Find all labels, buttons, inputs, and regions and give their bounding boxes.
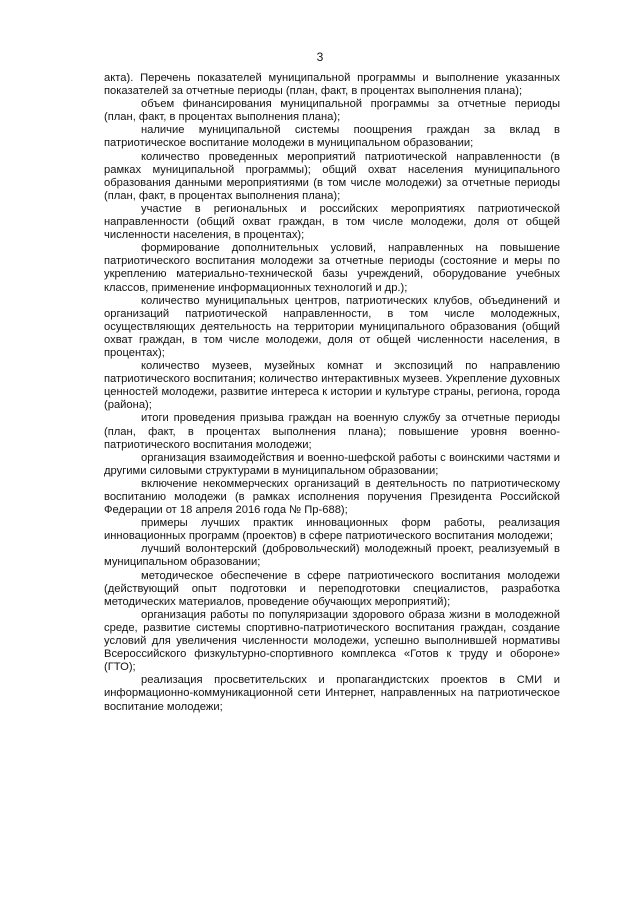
paragraph: акта). Перечень показателей муниципальной программы и выполнение указанных показателей за отчетные периоды (план, факт, в процентах выполнения плана); — [104, 72, 560, 98]
paragraph: включение некоммерческих организаций в деятельность по патриотическому воспитанию молодежи (в рамках исполнения поручения Президента Российской Федерации от 18 апреля 2016 года № Пр-688); — [104, 477, 560, 517]
paragraph: методическое обеспечение в сфере патриотического воспитания молодежи (действующий опыт подготовки и переподготовки специалистов, разработка методических материалов, проведение обучающих мероприятий); — [104, 569, 560, 608]
paragraph: количество муниципальных центров, патриотических клубов, объединений и организаций патриотической направленности, в том числе молодежных, осуществляющих деятельность на территории муниципального образования (общий охват граждан, в том числе молодежи, доля от общей численности населения, в процентах); — [104, 294, 560, 359]
body-text — [104, 72, 560, 714]
paragraph: количество проведенных мероприятий патриотической направленности (в рамках муниципальной программы); общий охват населения муниципального образования данными мероприятиями (в том числе молодежи) за отчетные периоды (план, факт, в процентах выполнения плана); — [104, 150, 560, 202]
paragraph: объем финансирования муниципальной программы за отчетные периоды (план, факт, в процентах выполнения плана); — [104, 98, 560, 124]
paragraph: итоги проведения призыва граждан на военную службу за отчетные периоды (план, факт, в процентах выполнения плана); повышение уровня военно-патриотического воспитания молодежи; — [104, 412, 560, 451]
paragraph: наличие муниципальной системы поощрения граждан за вклад в патриотическое воспитание молодежи в муниципальном образовании; — [104, 124, 560, 150]
paragraph: организация взаимодействия и военно-шефской работы с воинскими частями и другими силовыми структурами в муниципальном образовании; — [104, 451, 560, 477]
paragraph: количество музеев, музейных комнат и экспозиций по направлению патриотического воспитания; количество интерактивных музеев. Укрепление духовных ценностей молодежи, развитие интереса к истории и культуре страны, региона, города (района); — [104, 360, 560, 412]
paragraph: примеры лучших практик инновационных форм работы, реализация инновационных программ (проектов) в сфере патриотического воспитания молодежи; — [104, 517, 560, 543]
paragraph: организация работы по популяризации здорового образа жизни в молодежной среде, развитие системы спортивно-патриотического воспитания граждан, создание условий для увеличения численности молодежи, успешно выполнившей нормативы Всероссийского физкультурно-спортивного комплекса «Готов к труду и обороне» (ГТО); — [104, 608, 560, 674]
paragraph: участие в региональных и российских мероприятиях патриотической направленности (общий охват граждан, в том числе молодежи, доля от общей численности населения, в процентах); — [104, 202, 560, 242]
paragraph: формирование дополнительных условий, направленных на повышение патриотического воспитания молодежи за отчетные периоды (состояние и меры по укреплению материально-технической базы учреждений, оборудование учебных классов, применение информационных технологий и др.); — [104, 242, 560, 294]
page-number: 3 — [316, 50, 324, 64]
paragraph: лучший волонтерский (добровольческий) молодежный проект, реализуемый в муниципальном образовании; — [104, 543, 560, 569]
paragraph: реализация просветительских и пропагандистских проектов в СМИ и информационно-коммуникационной сети Интернет, направленных на патриотическое воспитание молодежи; — [104, 674, 560, 713]
